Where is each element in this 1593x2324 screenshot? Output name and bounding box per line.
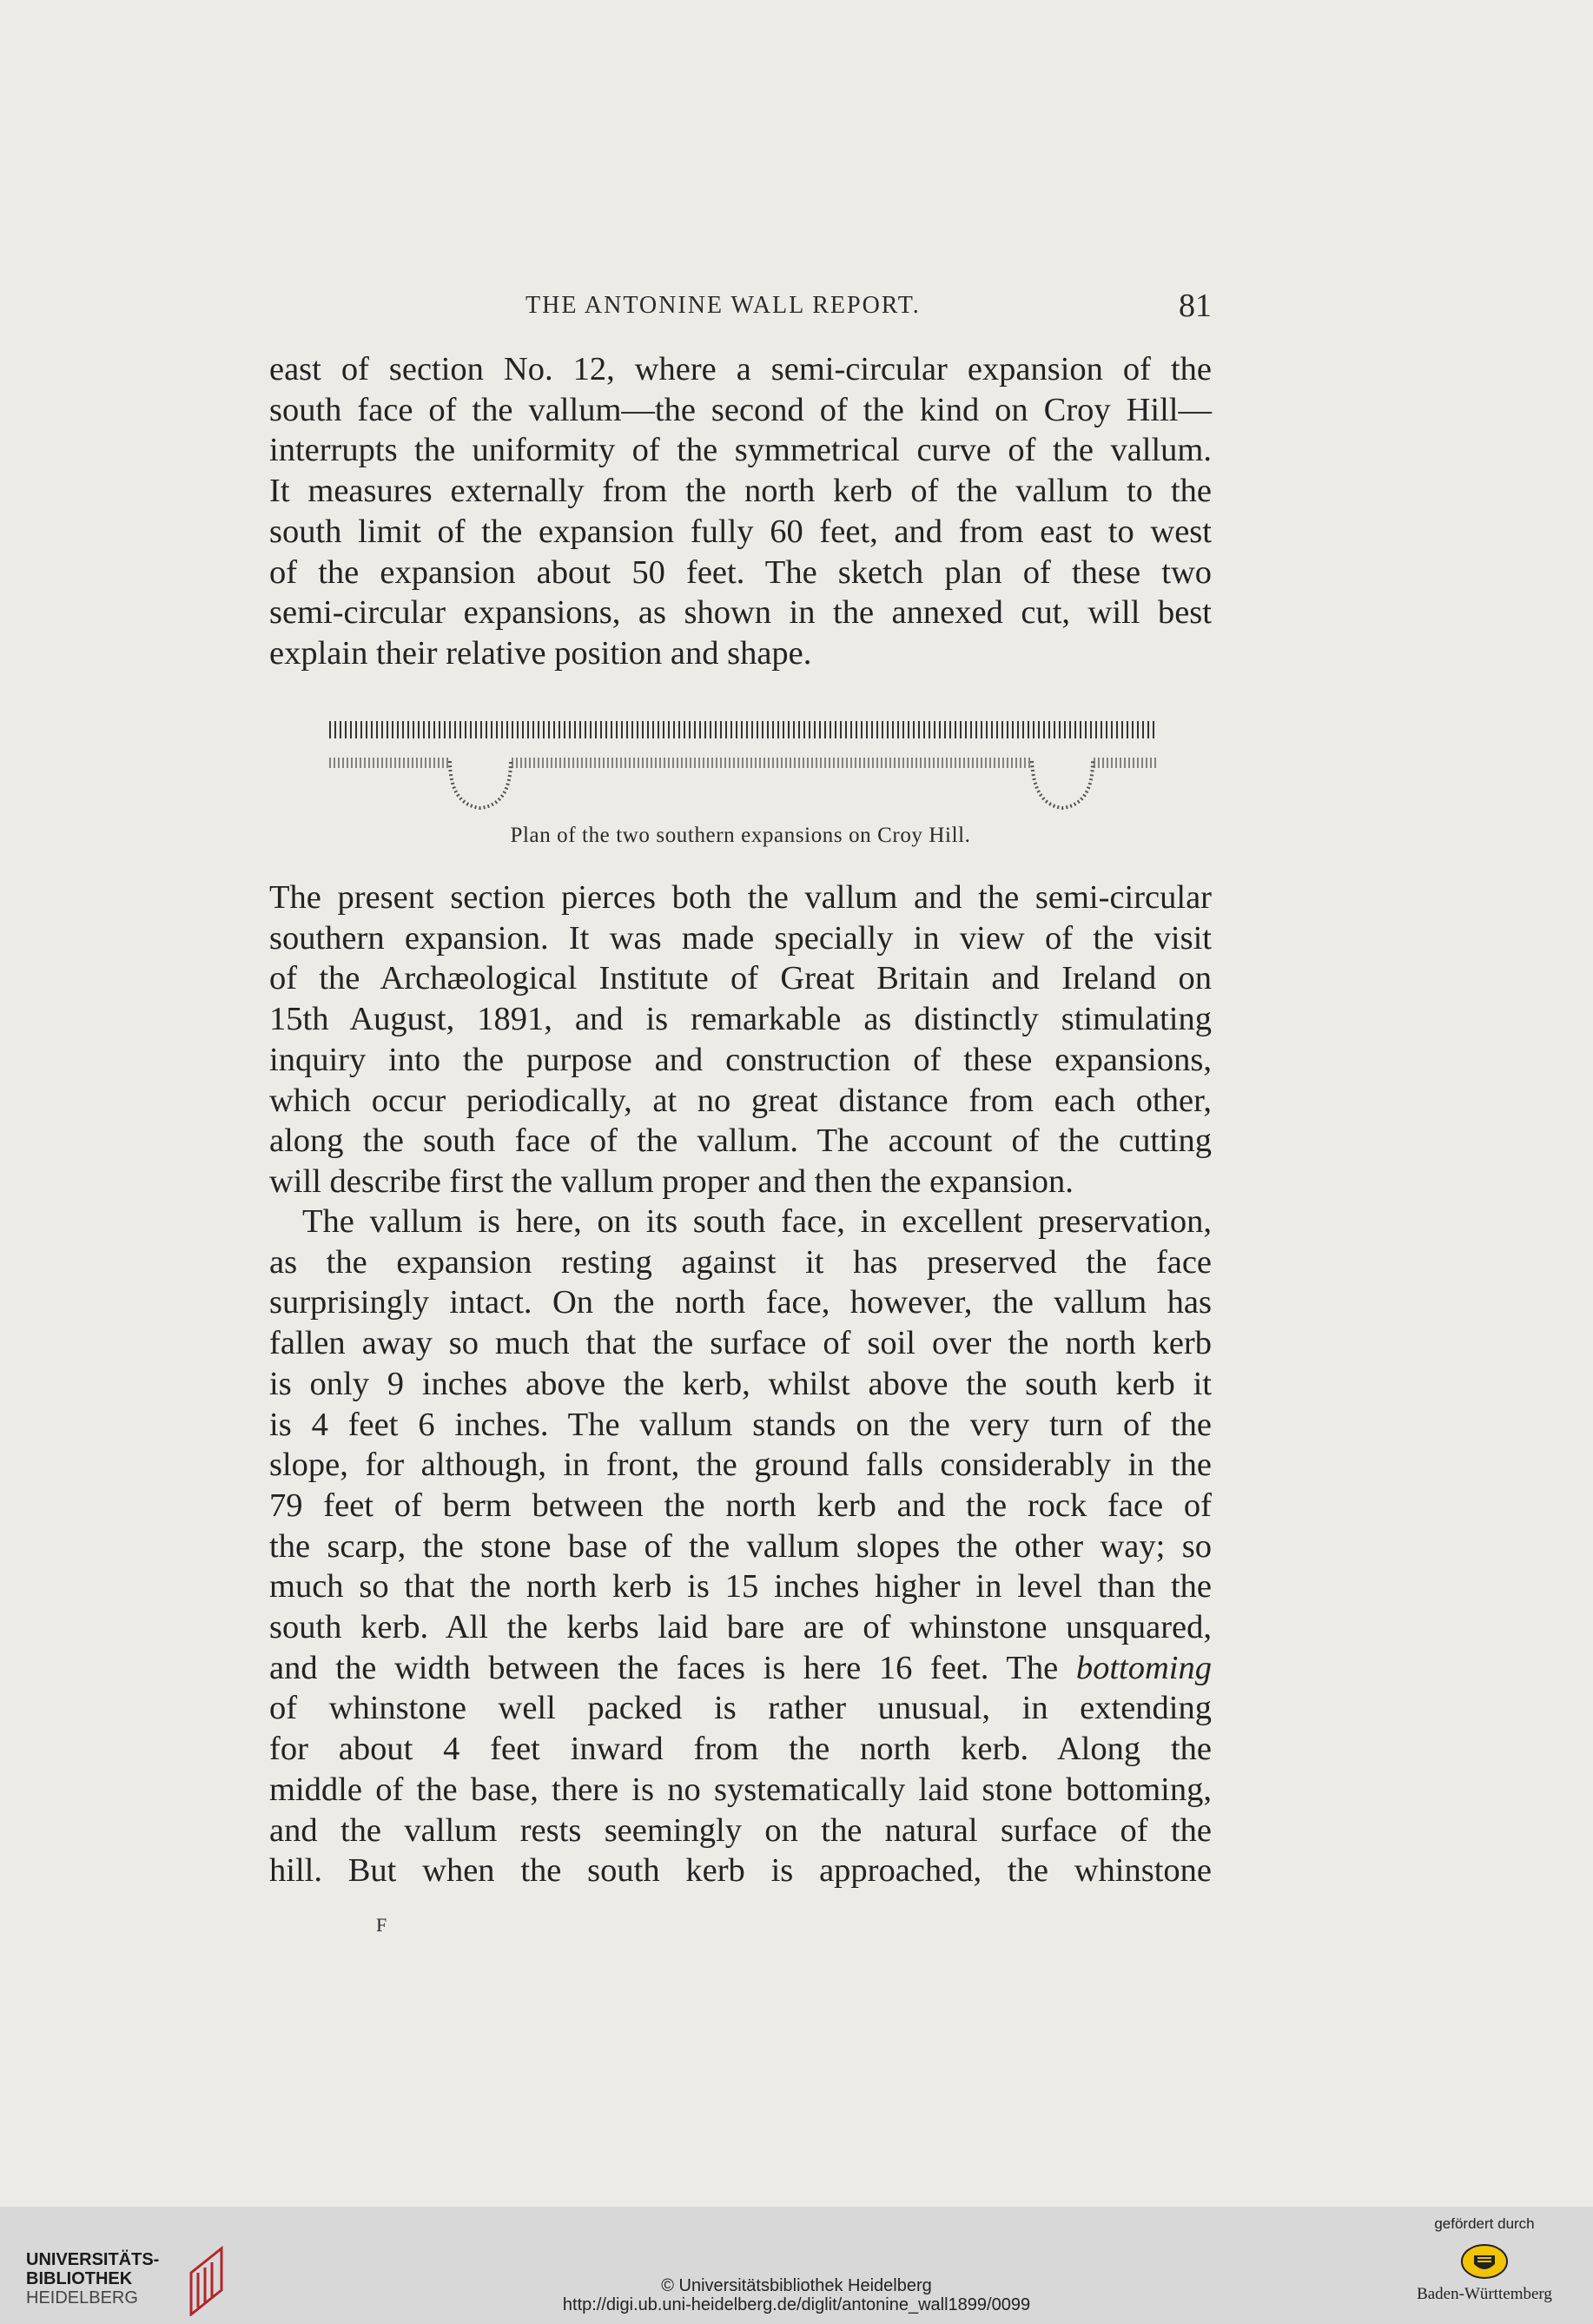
- text-line: interrupts the uniformity of the symmetrical curve of the vallum.: [269, 432, 1212, 469]
- copyright-block: [0, 2276, 1593, 2314]
- text-line: for about 4 feet inward from the north kerb. Along the: [269, 1731, 1212, 1768]
- text-line: will describe first the vallum proper and then the expansion.: [269, 1162, 1074, 1200]
- text-line: which occur periodically, at no great distance from each other,: [269, 1082, 1212, 1119]
- text-line: inquiry into the purpose and construction of these expansions,: [269, 1041, 1212, 1078]
- state-coat-of-arms-icon: [1458, 2241, 1510, 2281]
- text-line: southern expansion. It was made specially in view of the visit: [269, 919, 1212, 957]
- text-line: semi-circular expansions, as shown in the annexed cut, will best: [269, 594, 1212, 632]
- library-line-2: BIBLIOTHEK: [26, 2269, 133, 2288]
- text-line: along the south face of the vallum. The account of the cutting: [269, 1122, 1212, 1160]
- library-line-3: HEIDELBERG: [26, 2288, 138, 2307]
- sponsor-label: gefördert durch: [1434, 2215, 1535, 2232]
- paragraph-2: [269, 877, 1212, 1202]
- text-line: as the expansion resting against it has preserved the face: [269, 1243, 1212, 1281]
- text-line: and the vallum rests seemingly on the natural surface of the: [269, 1811, 1212, 1849]
- paragraph-1: [269, 349, 1212, 674]
- paragraph-3: [269, 1202, 1212, 1891]
- text-line: The vallum is here, on its south face, in excellent preservation,: [302, 1203, 1212, 1240]
- digitization-footer: [0, 2207, 1593, 2324]
- text-line: of the Archæological Institute of Great Britain and Ireland on: [269, 960, 1212, 997]
- text-line: much so that the north kerb is 15 inches higher in level than the: [269, 1568, 1212, 1606]
- text-line: hill. But when the south kerb is approached, the whinstone: [269, 1852, 1212, 1890]
- text-line-with-italic: [269, 1648, 1212, 1689]
- text-line: 79 feet of berm between the north kerb and the rock face of: [269, 1486, 1212, 1524]
- text-line: explain their relative position and shape.: [269, 634, 812, 672]
- text-line: It measures externally from the north kerb of the vallum to the: [269, 473, 1212, 510]
- text-line: 15th August, 1891, and is remarkable as distinctly stimulating: [269, 1001, 1212, 1038]
- sponsor-name: Baden-Württemberg: [1417, 2285, 1552, 2303]
- text-line: south limit of the expansion fully 60 feet, and from east to west: [269, 513, 1212, 550]
- sponsor-block: [1402, 2215, 1567, 2304]
- text-line: middle of the base, there is no systematically laid stone bottoming,: [269, 1771, 1212, 1808]
- page-number: 81: [1179, 288, 1212, 324]
- text-line: south kerb. All the kerbs laid bare are of whinstone unsquared,: [269, 1609, 1212, 1646]
- text-line: east of section No. 12, where a semi-circular expansion of the: [269, 351, 1212, 387]
- permalink[interactable]: http://digi.ub.uni-heidelberg.de/diglit/antonine_wall1899/0099: [562, 2295, 1031, 2314]
- east-expansion: [1032, 761, 1093, 808]
- text-line: south face of the vallum—the second of the kind on Croy Hill—: [269, 391, 1212, 428]
- signature-mark: F: [376, 1914, 387, 1936]
- vallum-north-band: [328, 721, 1158, 738]
- figure-caption: Plan of the two southern expansions on Croy Hill.: [510, 824, 971, 847]
- text-line: the scarp, the stone base of the vallum slopes the other way; so: [269, 1527, 1212, 1565]
- italic-word: bottoming: [1075, 1649, 1212, 1686]
- text-line: is only 9 inches above the kerb, whilst above the south kerb it: [269, 1365, 1212, 1402]
- text-line: is 4 feet 6 inches. The vallum stands on the very turn of the: [269, 1406, 1212, 1443]
- text-line: fallen away so much that the surface of soil over the north kerb: [269, 1325, 1212, 1362]
- text-line: of the expansion about 50 feet. The sketch plan of these two: [269, 553, 1212, 591]
- text-line: of whinstone well packed is rather unusual, in extending: [269, 1690, 1212, 1727]
- text-line: The present section pierces both the vallum and the semi-circular: [269, 879, 1212, 916]
- text-line-part: and the width between the faces is here 16 feet. The: [269, 1649, 1076, 1686]
- vallum-south-band-mid: [511, 758, 1032, 768]
- running-title: THE ANTONINE WALL REPORT.: [525, 292, 921, 319]
- vallum-south-band-left: [328, 758, 450, 768]
- west-expansion: [450, 761, 511, 808]
- text-line: surprisingly intact. On the north face, however, the vallum has: [269, 1284, 1212, 1321]
- vallum-south-band-right: [1093, 758, 1158, 768]
- library-line-1: UNIVERSITÄTS-: [26, 2250, 160, 2269]
- copyright-text: © Universitätsbibliothek Heidelberg: [661, 2276, 932, 2295]
- text-line: slope, for although, in front, the ground falls considerably in the: [269, 1447, 1212, 1484]
- expansions-plan-figure: [328, 718, 1162, 813]
